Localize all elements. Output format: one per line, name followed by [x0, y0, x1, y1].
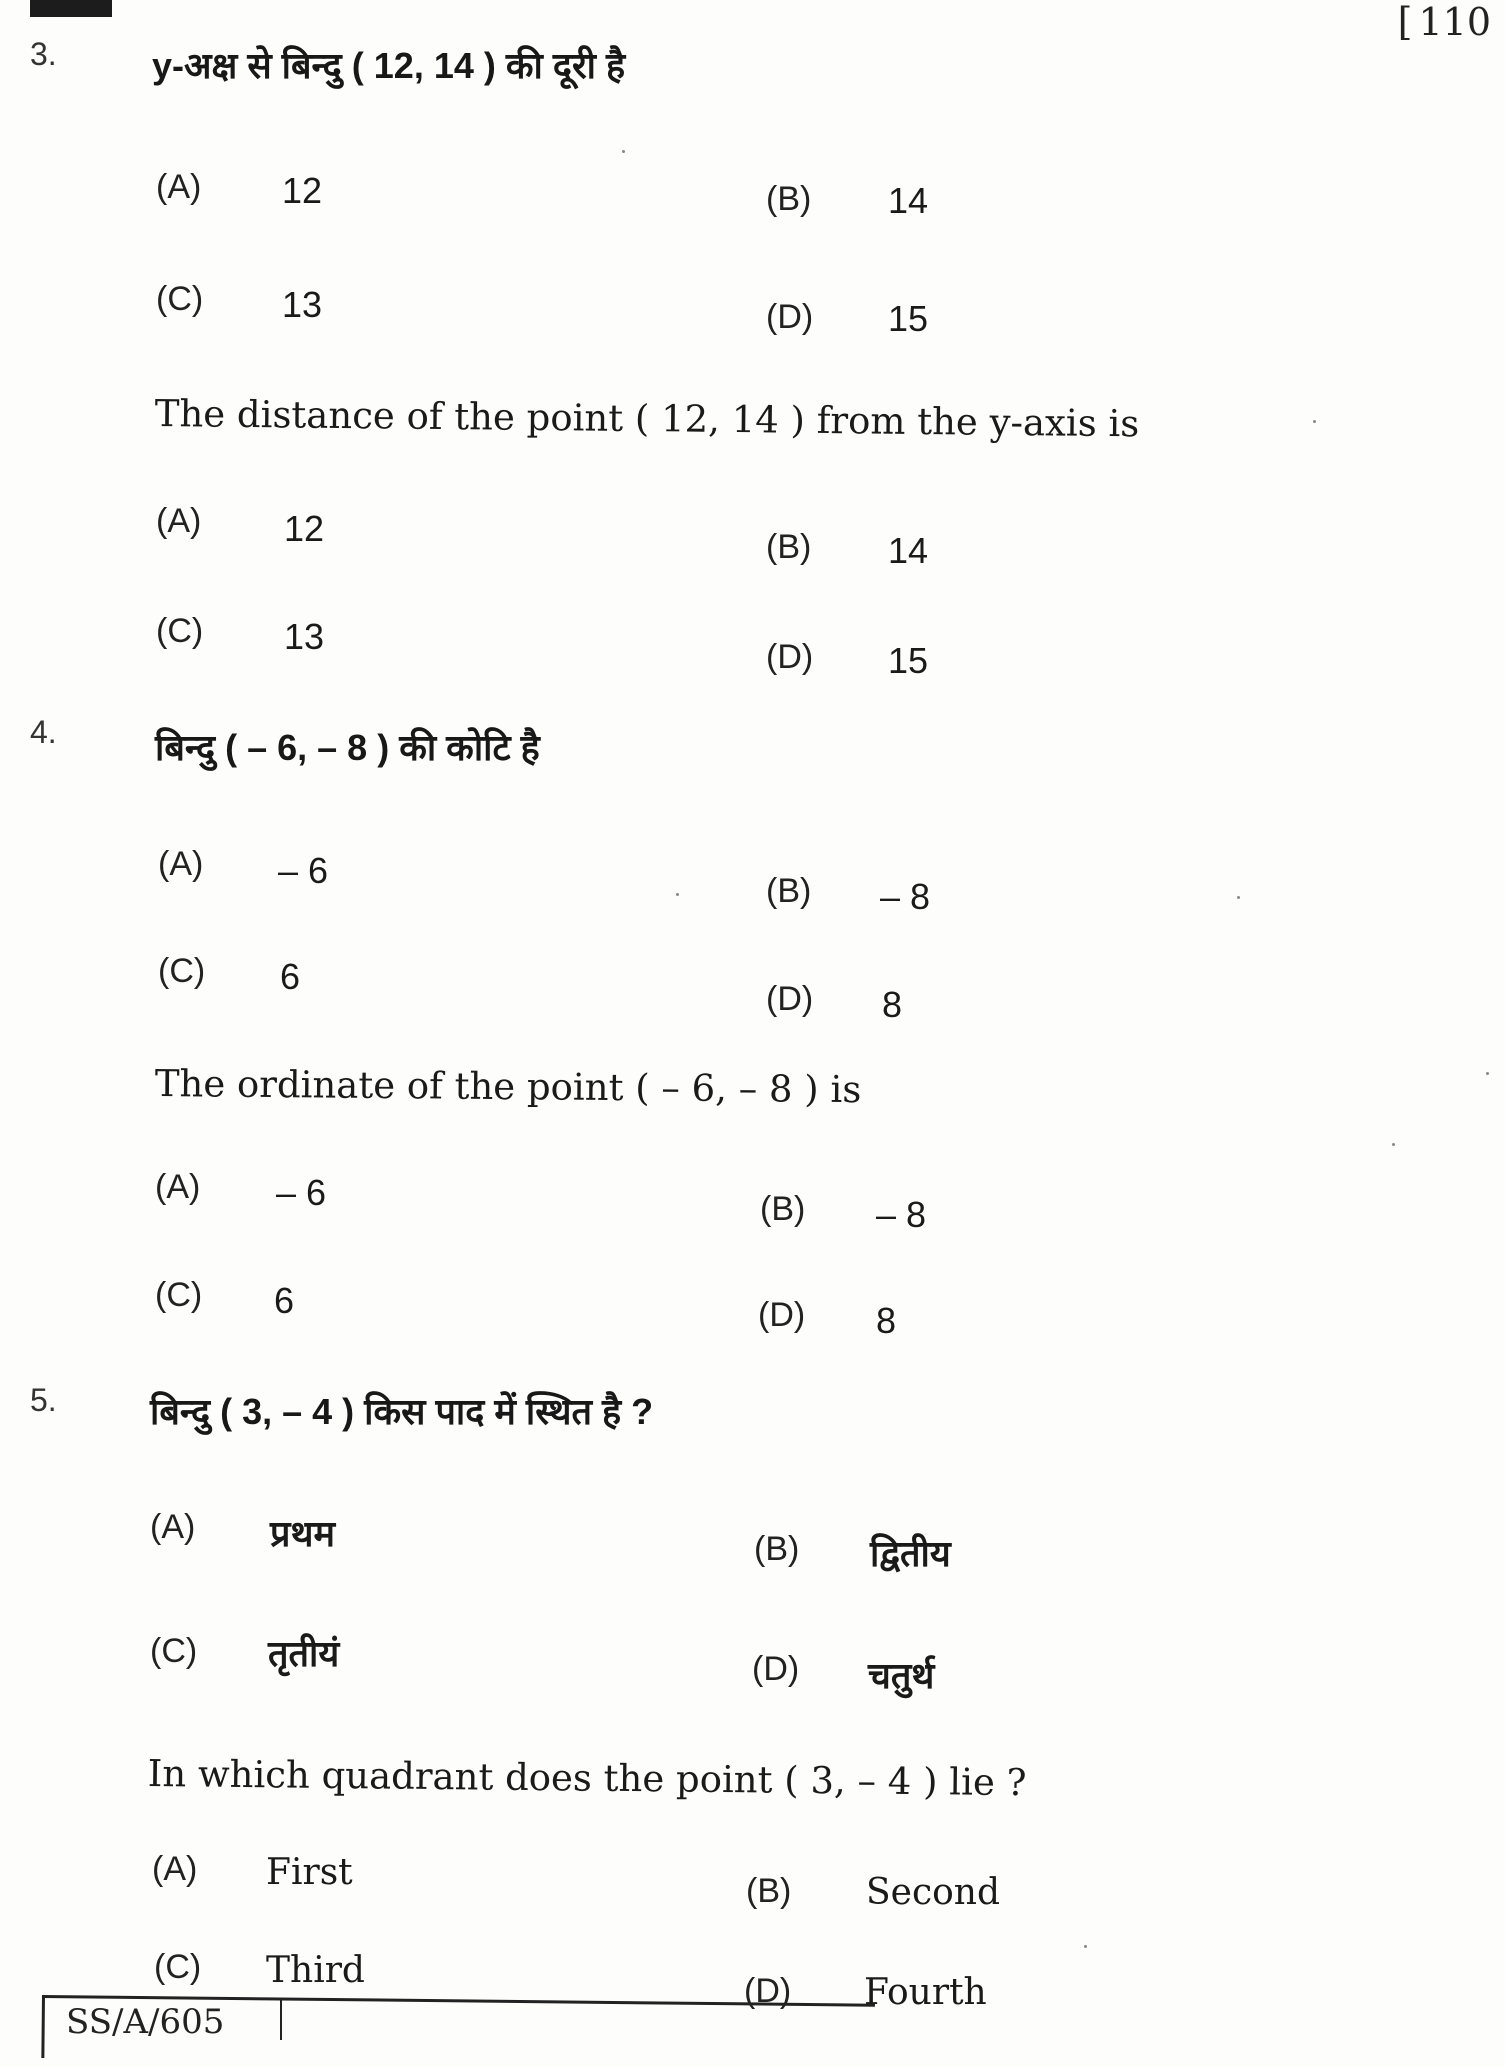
option-value: Third — [266, 1950, 365, 1991]
option-label: (C) — [158, 952, 206, 990]
option-label: (C) — [154, 1948, 202, 1986]
scan-speck — [1486, 1072, 1489, 1075]
option-label: (B) — [766, 180, 812, 218]
paper-code: SS/A/605 — [66, 2002, 225, 2042]
option-label: (A) — [156, 502, 202, 540]
option-value: 14 — [888, 530, 929, 571]
scan-speck — [1237, 896, 1240, 899]
option-value: First — [266, 1852, 353, 1893]
option-label: (C) — [150, 1632, 198, 1670]
option-label: (C) — [156, 612, 204, 650]
option-label: (A) — [158, 845, 204, 883]
option-value: 6 — [280, 956, 301, 997]
option-value: – 8 — [880, 876, 931, 917]
option-label: (D) — [744, 1972, 792, 2010]
question-stem-english: In which quadrant does the point ( 3, – 4 ) lie ? — [147, 1752, 1027, 1805]
option-label: (B) — [766, 528, 812, 566]
scan-speck — [1084, 1945, 1087, 1948]
option-value: चतुर्थ — [868, 1655, 935, 1696]
question-stem-english: The ordinate of the point ( – 6, – 8 ) is — [154, 1062, 862, 1112]
question-number: 3. — [30, 36, 57, 72]
question-stem-hindi: बिन्दु ( 3, – 4 ) किस पाद में स्थित है ? — [150, 1391, 654, 1432]
question-stem-hindi: y-अक्ष से बिन्दु ( 12, 14 ) की दूरी है — [152, 45, 626, 86]
page-number-value: 110 — [1418, 0, 1491, 44]
option-value: द्वितीय — [870, 1533, 951, 1574]
page-number — [1398, 0, 1491, 44]
option-value: 12 — [284, 508, 325, 549]
question-number: 5. — [30, 1382, 57, 1418]
option-value: – 8 — [876, 1194, 927, 1235]
option-value: Fourth — [864, 1972, 987, 2013]
option-label: (C) — [156, 280, 204, 318]
option-value: – 6 — [278, 850, 329, 891]
option-value: – 6 — [276, 1172, 327, 1213]
scan-speck — [1313, 420, 1316, 423]
option-label: (D) — [766, 980, 814, 1018]
option-label: (D) — [752, 1650, 800, 1688]
scan-speck — [676, 893, 679, 896]
question-number: 4. — [30, 714, 57, 750]
corner-mark — [30, 0, 112, 17]
scan-speck — [622, 150, 625, 153]
option-value: 14 — [888, 180, 929, 221]
option-value: 13 — [284, 616, 325, 657]
option-value: 6 — [274, 1280, 295, 1321]
option-label: (A) — [150, 1508, 196, 1546]
option-value: Second — [866, 1872, 1001, 1913]
option-value: 13 — [282, 284, 323, 325]
option-label: (A) — [155, 1168, 201, 1206]
option-label: (C) — [155, 1276, 203, 1314]
question-stem-hindi: बिन्दु ( – 6, – 8 ) की कोटि है — [155, 727, 540, 768]
option-value: तृतीयं — [268, 1633, 340, 1674]
option-value: 15 — [888, 298, 929, 339]
question-stem-english: The distance of the point ( 12, 14 ) from the y-axis is — [154, 392, 1140, 446]
option-value: 8 — [876, 1300, 897, 1341]
option-label: (B) — [754, 1530, 800, 1568]
option-label: (B) — [746, 1872, 792, 1910]
page-bracket: [ — [1397, 0, 1413, 44]
option-label: (D) — [758, 1296, 806, 1334]
option-value: प्रथम — [270, 1513, 336, 1554]
option-value: 8 — [882, 984, 903, 1025]
scan-speck — [1392, 1143, 1395, 1146]
option-label: (B) — [760, 1190, 806, 1228]
option-label: (A) — [152, 1850, 198, 1888]
option-label: (D) — [766, 638, 814, 676]
option-value: 12 — [282, 170, 323, 211]
option-label: (B) — [766, 872, 812, 910]
option-label: (A) — [156, 168, 202, 206]
option-value: 15 — [888, 640, 929, 681]
footer-divider — [280, 2000, 282, 2040]
option-label: (D) — [766, 298, 814, 336]
